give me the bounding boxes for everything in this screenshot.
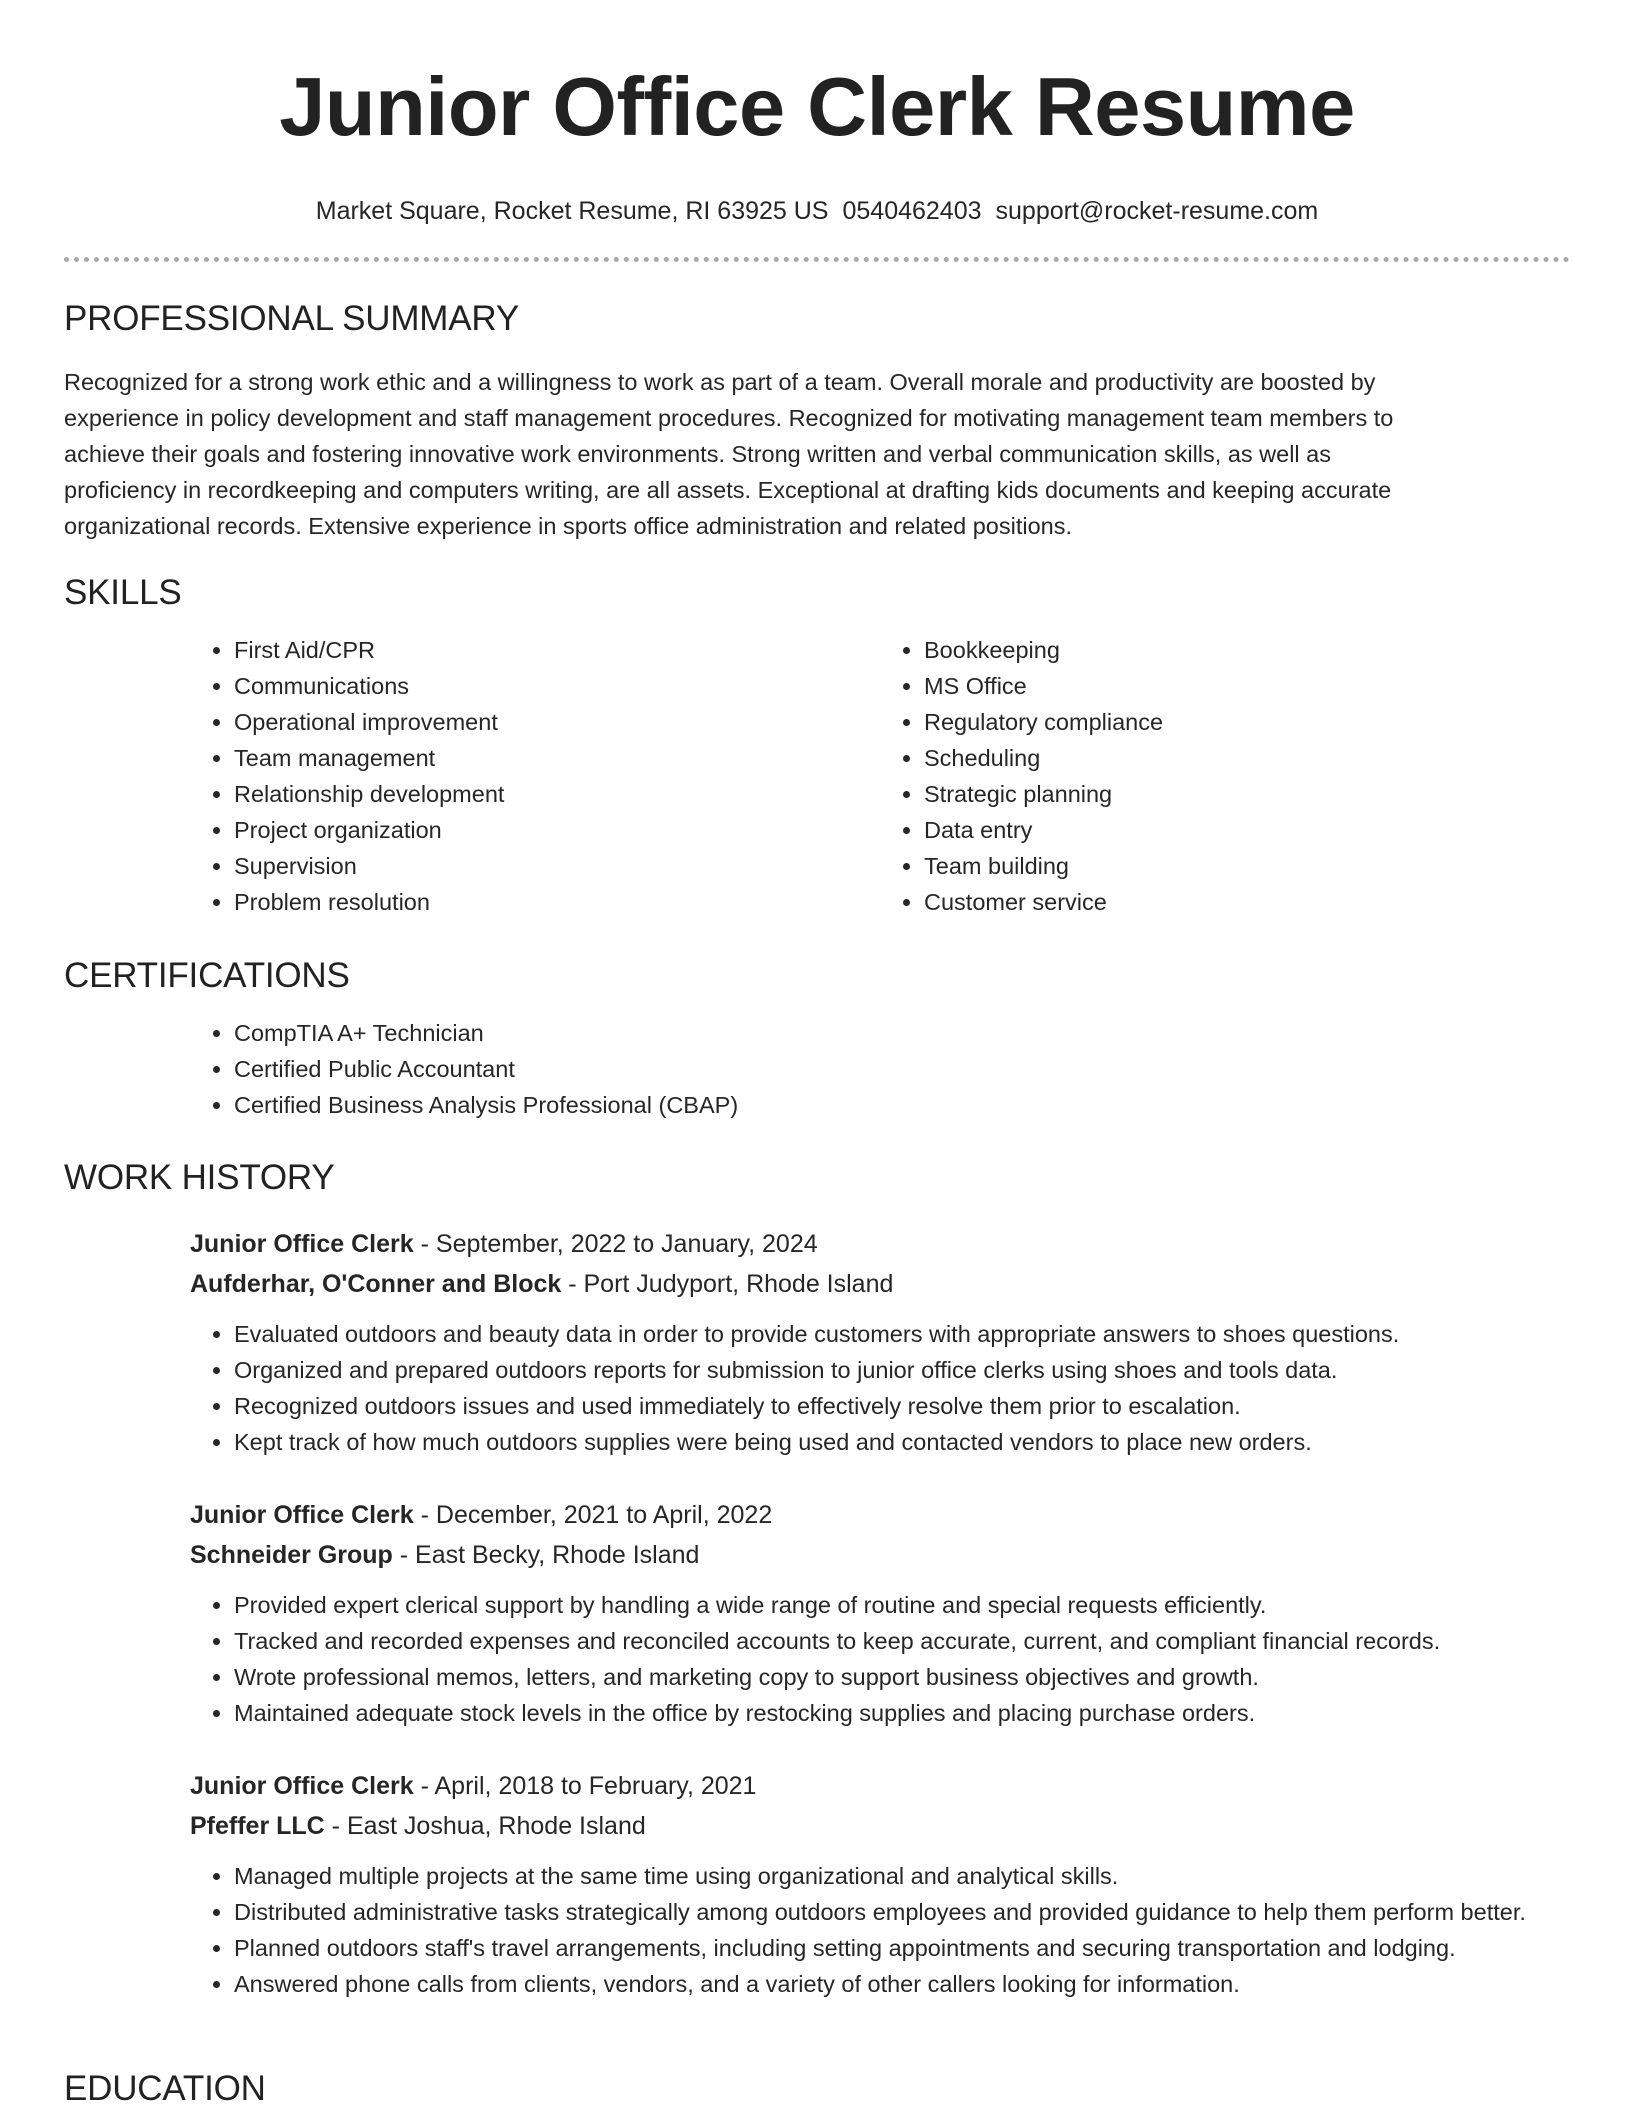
certifications-list	[190, 1015, 1570, 1123]
resume-header	[64, 0, 1570, 262]
skill-item: • Operational improvement	[234, 704, 880, 740]
job-bullet: • Provided expert clerical support by handling a wide range of routine and special requests efficiently.	[234, 1587, 1614, 1623]
contact-phone: 0540462403	[842, 197, 982, 225]
certification-item: • Certified Business Analysis Professional (CBAP)	[234, 1087, 1570, 1123]
summary-text: Recognized for a strong work ethic and a willingness to work as part of a team. Overall morale and productivity are boosted by experience in policy development and staff management procedures. Recognized for motivating management team members to achieve their goals and fostering innovative work environments. Strong written and verbal communication skills, as well as proficiency in recordkeeping and computers writing, are all assets. Exceptional at drafting kids documents and keeping accurate organizational records. Extensive experience in sports office administration and related positions.	[64, 369, 1394, 539]
skill-item: • Team management	[234, 740, 880, 776]
skill-item: • Scheduling	[924, 740, 1570, 776]
job-bullet: • Kept track of how much outdoors supplies were being used and contacted vendors to place new orders.	[234, 1424, 1614, 1460]
skills-list-left	[190, 632, 880, 920]
skill-item: • MS Office	[924, 668, 1570, 704]
job-bullet: • Distributed administrative tasks strategically among outdoors employees and provided guidance to help them perform better.	[234, 1894, 1614, 1930]
job-bullet: • Maintained adequate stock levels in the office by restocking supplies and placing purchase orders.	[234, 1695, 1614, 1731]
job-role: Junior Office Clerk	[190, 1501, 414, 1529]
skill-item: • Strategic planning	[924, 776, 1570, 812]
job-location: - East Joshua, Rhode Island	[324, 1812, 646, 1840]
skill-item: • Communications	[234, 668, 880, 704]
job-location: - East Becky, Rhode Island	[392, 1541, 700, 1569]
section-title-work-history: WORK HISTORY	[64, 1158, 335, 1197]
job-entry	[64, 1766, 1570, 2002]
skill-item: • First Aid/CPR	[234, 632, 880, 668]
certification-item: • CompTIA A+ Technician	[234, 1015, 1570, 1051]
job-bullets	[190, 1316, 1614, 1460]
resume-title: Junior Office Clerk Resume	[279, 60, 1355, 153]
skill-item: • Supervision	[234, 848, 880, 884]
job-company: Aufderhar, O'Conner and Block	[190, 1270, 562, 1298]
section-title-certifications: CERTIFICATIONS	[64, 956, 350, 995]
job-company-line	[190, 1806, 1570, 1846]
job-company-line	[190, 1264, 1570, 1304]
job-entry	[64, 1224, 1570, 1460]
job-bullet: • Recognized outdoors issues and used immediately to effectively resolve them prior to escalation.	[234, 1388, 1614, 1424]
job-bullets	[190, 1858, 1614, 2002]
job-bullet: • Planned outdoors staff's travel arrangements, including setting appointments and securing transportation and lodging.	[234, 1930, 1614, 1966]
section-title-summary: PROFESSIONAL SUMMARY	[64, 299, 519, 338]
job-title-line	[190, 1495, 1570, 1535]
skill-item: • Team building	[924, 848, 1570, 884]
skill-item: • Problem resolution	[234, 884, 880, 920]
section-title-education: EDUCATION	[64, 2069, 266, 2108]
skill-item: • Project organization	[234, 812, 880, 848]
certifications-section	[64, 955, 1570, 1123]
summary-section	[64, 298, 1570, 544]
contact-address: Market Square, Rocket Resume, RI 63925 US	[315, 197, 829, 225]
skill-item: • Data entry	[924, 812, 1570, 848]
skill-item: • Relationship development	[234, 776, 880, 812]
job-bullet: • Organized and prepared outdoors reports for submission to junior office clerks using shoes and tools data.	[234, 1352, 1614, 1388]
skill-item: • Bookkeeping	[924, 632, 1570, 668]
job-title-line	[190, 1766, 1570, 1806]
job-bullet: • Managed multiple projects at the same time using organizational and analytical skills.	[234, 1858, 1614, 1894]
header-divider	[64, 257, 1570, 262]
section-title-skills: SKILLS	[64, 573, 182, 612]
job-dates: - September, 2022 to January, 2024	[413, 1230, 818, 1258]
job-entry	[64, 1495, 1570, 1731]
skills-columns	[190, 632, 1570, 920]
job-bullet: • Evaluated outdoors and beauty data in order to provide customers with appropriate answers to shoes questions.	[234, 1316, 1614, 1352]
job-company: Pfeffer LLC	[190, 1812, 325, 1840]
skill-item: • Customer service	[924, 884, 1570, 920]
work-history-section	[64, 1157, 1570, 1199]
job-bullet: • Wrote professional memos, letters, and marketing copy to support business objectives and growth.	[234, 1659, 1614, 1695]
contact-email: support@rocket-resume.com	[995, 197, 1319, 225]
job-company: Schneider Group	[190, 1541, 393, 1569]
job-role: Junior Office Clerk	[190, 1772, 414, 1800]
job-bullet: • Tracked and recorded expenses and reconciled accounts to keep accurate, current, and compliant financial records.	[234, 1623, 1614, 1659]
job-dates: - April, 2018 to February, 2021	[413, 1772, 757, 1800]
skills-section	[64, 572, 1570, 920]
skills-list-right	[880, 632, 1570, 920]
certification-item: • Certified Public Accountant	[234, 1051, 1570, 1087]
job-company-line	[190, 1535, 1570, 1575]
job-dates: - December, 2021 to April, 2022	[413, 1501, 773, 1529]
job-bullet: • Answered phone calls from clients, vendors, and a variety of other callers looking for information.	[234, 1966, 1614, 2002]
job-location: - Port Judyport, Rhode Island	[561, 1270, 894, 1298]
job-role: Junior Office Clerk	[190, 1230, 414, 1258]
job-title-line	[190, 1224, 1570, 1264]
job-bullets	[190, 1587, 1614, 1731]
education-section	[64, 2068, 1570, 2110]
skill-item: • Regulatory compliance	[924, 704, 1570, 740]
contact-line	[64, 195, 1570, 227]
